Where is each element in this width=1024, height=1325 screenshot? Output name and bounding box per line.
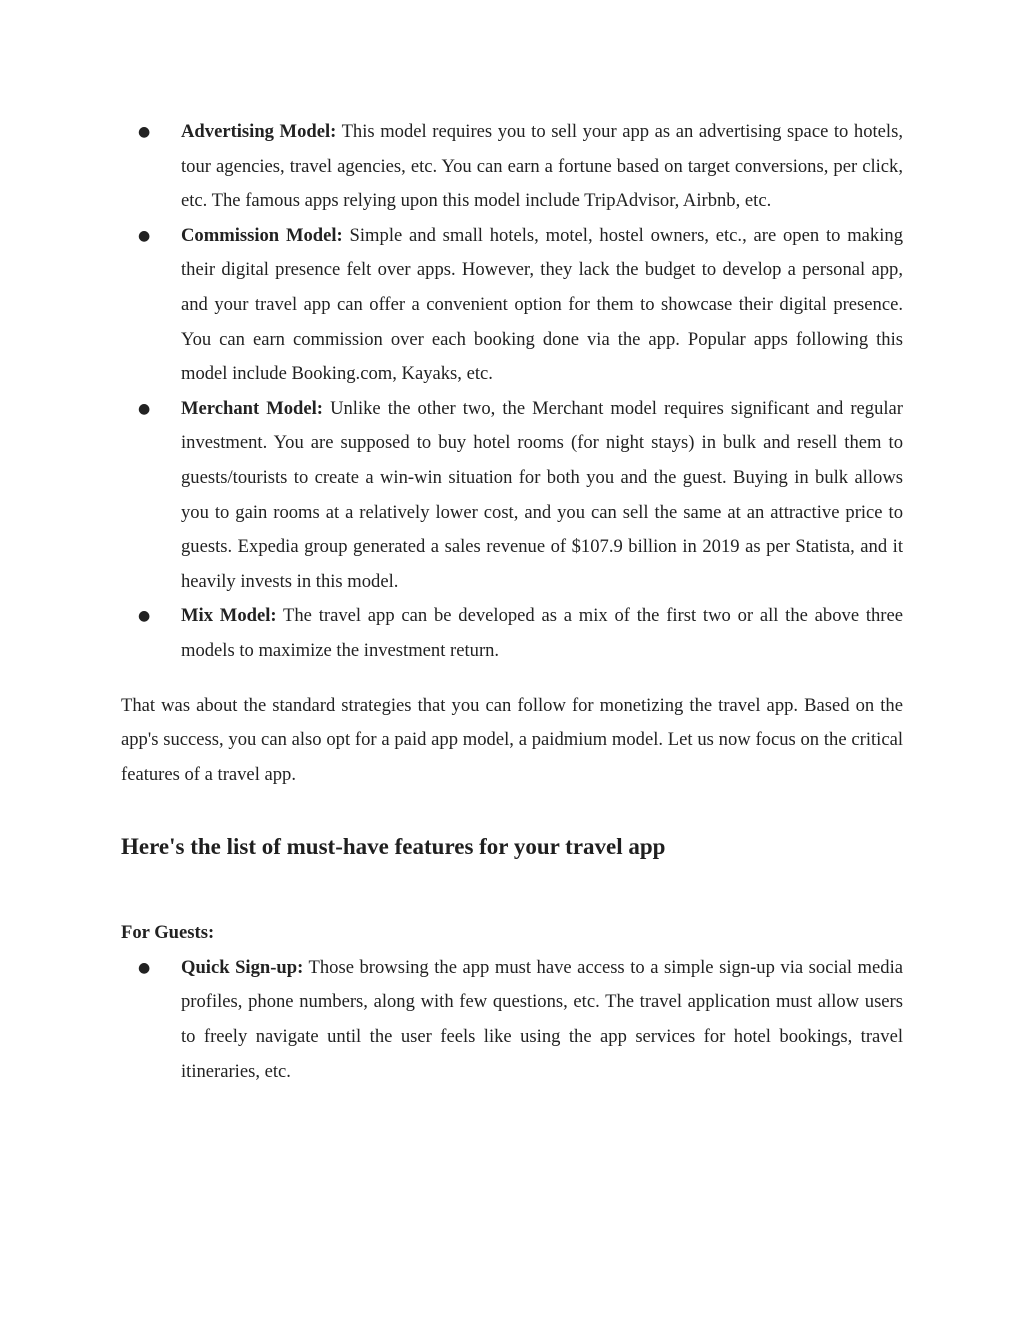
bullet-icon: ●	[138, 124, 151, 140]
bullet-icon: ●	[138, 608, 151, 625]
list-item-term: Advertising Model:	[181, 121, 337, 142]
list-item-term: Merchant Model:	[181, 397, 323, 419]
list-item-text: Unlike the other two, the Merchant model requires significant and regular investment. You are supposed to buy hotel rooms (for night stays) in bulk and resell them to guests/tourists to create a win-win situation for both you and the guest. Buying in bulk allows you to gain rooms at a relatively lower cost, and you can sell the same at an attractive price to guests. Expedia group generated a sales revenue of $107.9 billion in 2019 as per Statista, and it heavily invests in this model.	[181, 397, 903, 592]
list-item	[121, 219, 903, 392]
document-page	[121, 115, 903, 1089]
monetization-model-list	[121, 115, 903, 669]
guest-feature-list	[121, 951, 903, 1089]
list-item	[121, 599, 903, 668]
list-item-term: Commission Model:	[181, 224, 343, 246]
list-item-text: This model requires you to sell your app as an advertising space to hotels, tour agencies, travel agencies, etc. You can earn a fortune based on target conversions, per click, etc. The famous apps relying upon this model include TripAdvisor, Airbnb, etc.	[181, 121, 903, 212]
list-item	[121, 392, 903, 600]
list-item	[121, 115, 903, 219]
bullet-icon: ●	[138, 400, 151, 417]
list-item	[121, 951, 903, 1089]
list-item-term: Mix Model:	[181, 605, 277, 627]
bullet-icon: ●	[138, 227, 151, 244]
list-item-text: Simple and small hotels, motel, hostel owners, etc., are open to making their digital presence felt over apps. However, they lack the budget to develop a personal app, and your travel app can offer a convenient option for them to showcase their digital presence. You can earn commission over each booking done via the app. Popular apps following this model include Booking.com, Kayaks, etc.	[181, 224, 903, 385]
list-item-term: Quick Sign-up:	[181, 956, 304, 978]
features-heading: Here's the list of must-have features for your travel app	[121, 834, 666, 860]
bullet-icon: ●	[138, 959, 151, 976]
list-item-text: Those browsing the app must have access to a simple sign-up via social media profiles, phone numbers, along with few questions, etc. The travel application must allow users to freely navigate until the user feels like using the app services for hotel bookings, travel itineraries, etc.	[181, 956, 903, 1082]
summary-paragraph: That was about the standard strategies that you can follow for monetizing the travel app. Based on the app's success, you can also opt for a paid app model, a paidmium model. Let us now focus on the critical features of a travel app.	[121, 694, 903, 785]
guests-heading: For Guests:	[121, 922, 215, 944]
list-item-text: The travel app can be developed as a mix of the first two or all the above three models to maximize the investment return.	[181, 605, 903, 661]
